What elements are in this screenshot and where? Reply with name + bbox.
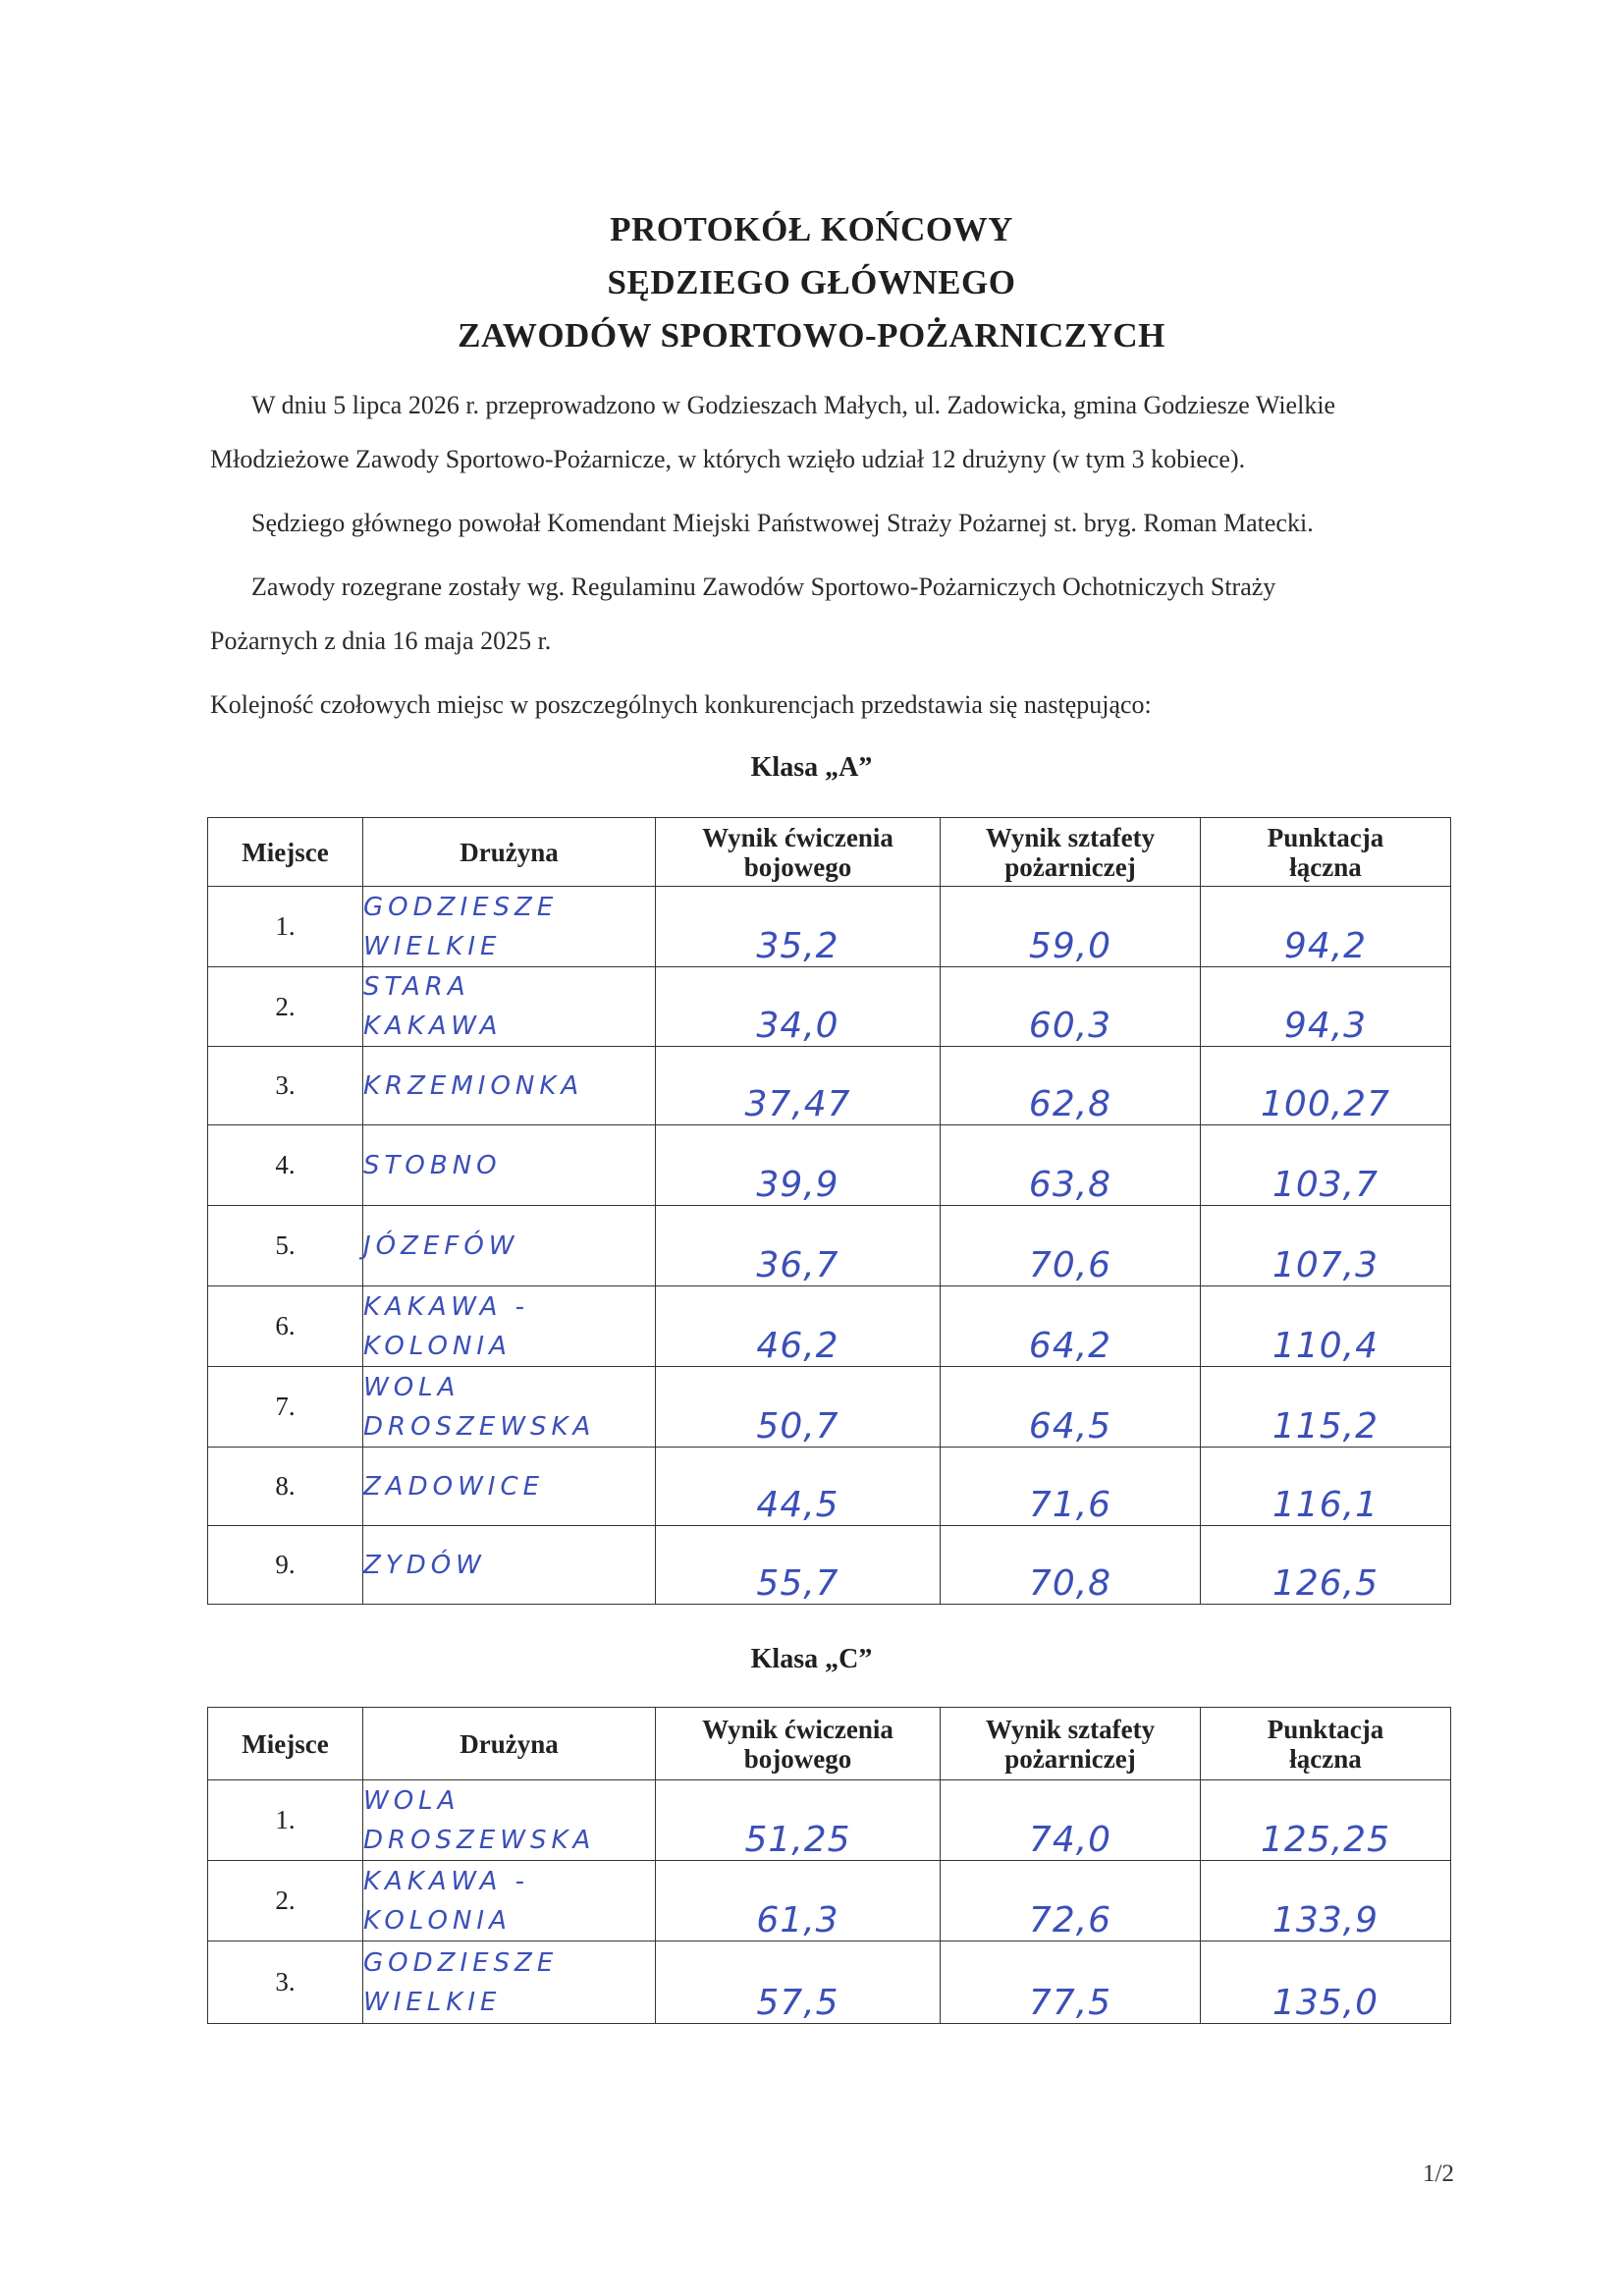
place-cell: 2. bbox=[208, 967, 363, 1047]
relay-result-cell: 74,0 bbox=[941, 1780, 1201, 1861]
place-cell: 8. bbox=[208, 1448, 363, 1526]
table-header-row bbox=[208, 818, 1451, 887]
relay-result-cell: 64,5 bbox=[941, 1367, 1201, 1448]
intro-p2: Sędziego głównego powołał Komendant Miejski Państwowej Straży Pożarnej st. bryg. Roman Matecki. bbox=[251, 509, 1314, 537]
combat-result-cell: 51,25 bbox=[656, 1780, 941, 1861]
table-row bbox=[208, 1941, 1451, 2024]
relay-result-cell: 60,3 bbox=[941, 967, 1201, 1047]
class-c-table bbox=[207, 1707, 1451, 2024]
team-cell: JÓZEFÓW bbox=[363, 1206, 656, 1286]
team-cell: STOBNO bbox=[363, 1125, 656, 1206]
intro-p1-line2: Młodzieżowe Zawody Sportowo-Pożarnicze, w których wzięło udział 12 drużyny (w tym 3 kobiece). bbox=[210, 445, 1246, 473]
class-c-heading: Klasa „C” bbox=[750, 1644, 873, 1674]
header-combat: Wynik ćwiczenia bojowego bbox=[656, 1708, 941, 1780]
header-team: Drużyna bbox=[363, 1708, 656, 1780]
team-cell: WOLA DROSZEWSKA bbox=[363, 1367, 656, 1448]
header-team: Drużyna bbox=[363, 818, 656, 887]
total-score-cell: 110,4 bbox=[1201, 1286, 1451, 1367]
team-cell: GODZIESZE WIELKIE bbox=[363, 887, 656, 967]
combat-result-cell: 35,2 bbox=[656, 887, 941, 967]
place-cell: 7. bbox=[208, 1367, 363, 1448]
relay-result-cell: 71,6 bbox=[941, 1448, 1201, 1526]
table-row bbox=[208, 1047, 1451, 1125]
place-cell: 1. bbox=[208, 887, 363, 967]
total-score-cell: 133,9 bbox=[1201, 1861, 1451, 1941]
total-score-cell: 103,7 bbox=[1201, 1125, 1451, 1206]
total-score-cell: 135,0 bbox=[1201, 1941, 1451, 2024]
relay-result-cell: 77,5 bbox=[941, 1941, 1201, 2024]
table-row bbox=[208, 1367, 1451, 1448]
total-score-cell: 94,2 bbox=[1201, 887, 1451, 967]
intro-p3-line2: Pożarnych z dnia 16 maja 2025 r. bbox=[210, 627, 552, 655]
title-line-2: SĘDZIEGO GŁÓWNEGO bbox=[607, 263, 1016, 301]
team-cell: GODZIESZE WIELKIE bbox=[363, 1941, 656, 2024]
table-header-row bbox=[208, 1708, 1451, 1780]
relay-result-cell: 70,8 bbox=[941, 1526, 1201, 1605]
combat-result-cell: 37,47 bbox=[656, 1047, 941, 1125]
table-row bbox=[208, 1861, 1451, 1941]
place-cell: 6. bbox=[208, 1286, 363, 1367]
table-row bbox=[208, 1206, 1451, 1286]
total-score-cell: 126,5 bbox=[1201, 1526, 1451, 1605]
place-cell: 1. bbox=[208, 1780, 363, 1861]
relay-result-cell: 70,6 bbox=[941, 1206, 1201, 1286]
page-number: 1/2 bbox=[1423, 2160, 1454, 2187]
relay-result-cell: 63,8 bbox=[941, 1125, 1201, 1206]
header-relay: Wynik sztafety pożarniczej bbox=[941, 818, 1201, 887]
intro-p4: Kolejność czołowych miejsc w poszczególnych konkurencjach przedstawia się następująco: bbox=[210, 690, 1152, 719]
table-row bbox=[208, 967, 1451, 1047]
relay-result-cell: 59,0 bbox=[941, 887, 1201, 967]
combat-result-cell: 61,3 bbox=[656, 1861, 941, 1941]
header-total: Punktacja łączna bbox=[1201, 818, 1451, 887]
place-cell: 4. bbox=[208, 1125, 363, 1206]
total-score-cell: 125,25 bbox=[1201, 1780, 1451, 1861]
table-row bbox=[208, 1526, 1451, 1605]
header-place: Miejsce bbox=[208, 818, 363, 887]
place-cell: 3. bbox=[208, 1047, 363, 1125]
table-row bbox=[208, 1448, 1451, 1526]
team-cell: KAKAWA - KOLONIA bbox=[363, 1286, 656, 1367]
combat-result-cell: 55,7 bbox=[656, 1526, 941, 1605]
team-cell: ZYDÓW bbox=[363, 1526, 656, 1605]
place-cell: 3. bbox=[208, 1941, 363, 2024]
combat-result-cell: 46,2 bbox=[656, 1286, 941, 1367]
place-cell: 9. bbox=[208, 1526, 363, 1605]
combat-result-cell: 44,5 bbox=[656, 1448, 941, 1526]
title-line-1: PROTOKÓŁ KOŃCOWY bbox=[610, 210, 1013, 248]
team-cell: WOLA DROSZEWSKA bbox=[363, 1780, 656, 1861]
title-line-3: ZAWODÓW SPORTOWO-POŻARNICZYCH bbox=[458, 316, 1165, 355]
header-place: Miejsce bbox=[208, 1708, 363, 1780]
relay-result-cell: 72,6 bbox=[941, 1861, 1201, 1941]
place-cell: 5. bbox=[208, 1206, 363, 1286]
table-row bbox=[208, 887, 1451, 967]
combat-result-cell: 57,5 bbox=[656, 1941, 941, 2024]
combat-result-cell: 39,9 bbox=[656, 1125, 941, 1206]
table-row bbox=[208, 1286, 1451, 1367]
team-cell: KRZEMIONKA bbox=[363, 1047, 656, 1125]
team-cell: KAKAWA - KOLONIA bbox=[363, 1861, 656, 1941]
intro-p3-line1: Zawody rozegrane zostały wg. Regulaminu Zawodów Sportowo-Pożarniczych Ochotniczych Straży bbox=[251, 573, 1276, 601]
header-relay: Wynik sztafety pożarniczej bbox=[941, 1708, 1201, 1780]
relay-result-cell: 64,2 bbox=[941, 1286, 1201, 1367]
table-row bbox=[208, 1125, 1451, 1206]
combat-result-cell: 36,7 bbox=[656, 1206, 941, 1286]
header-combat: Wynik ćwiczenia bojowego bbox=[656, 818, 941, 887]
combat-result-cell: 50,7 bbox=[656, 1367, 941, 1448]
place-cell: 2. bbox=[208, 1861, 363, 1941]
team-cell: STARA KAKAWA bbox=[363, 967, 656, 1047]
total-score-cell: 115,2 bbox=[1201, 1367, 1451, 1448]
total-score-cell: 94,3 bbox=[1201, 967, 1451, 1047]
table-row bbox=[208, 1780, 1451, 1861]
class-a-table bbox=[207, 817, 1451, 1605]
total-score-cell: 107,3 bbox=[1201, 1206, 1451, 1286]
intro-p1-line1: W dniu 5 lipca 2026 r. przeprowadzono w Godzieszach Małych, ul. Zadowicka, gmina Godziesze Wielkie bbox=[251, 391, 1336, 419]
combat-result-cell: 34,0 bbox=[656, 967, 941, 1047]
header-total: Punktacja łączna bbox=[1201, 1708, 1451, 1780]
total-score-cell: 116,1 bbox=[1201, 1448, 1451, 1526]
class-a-heading: Klasa „A” bbox=[750, 752, 873, 783]
total-score-cell: 100,27 bbox=[1201, 1047, 1451, 1125]
relay-result-cell: 62,8 bbox=[941, 1047, 1201, 1125]
team-cell: ZADOWICE bbox=[363, 1448, 656, 1526]
